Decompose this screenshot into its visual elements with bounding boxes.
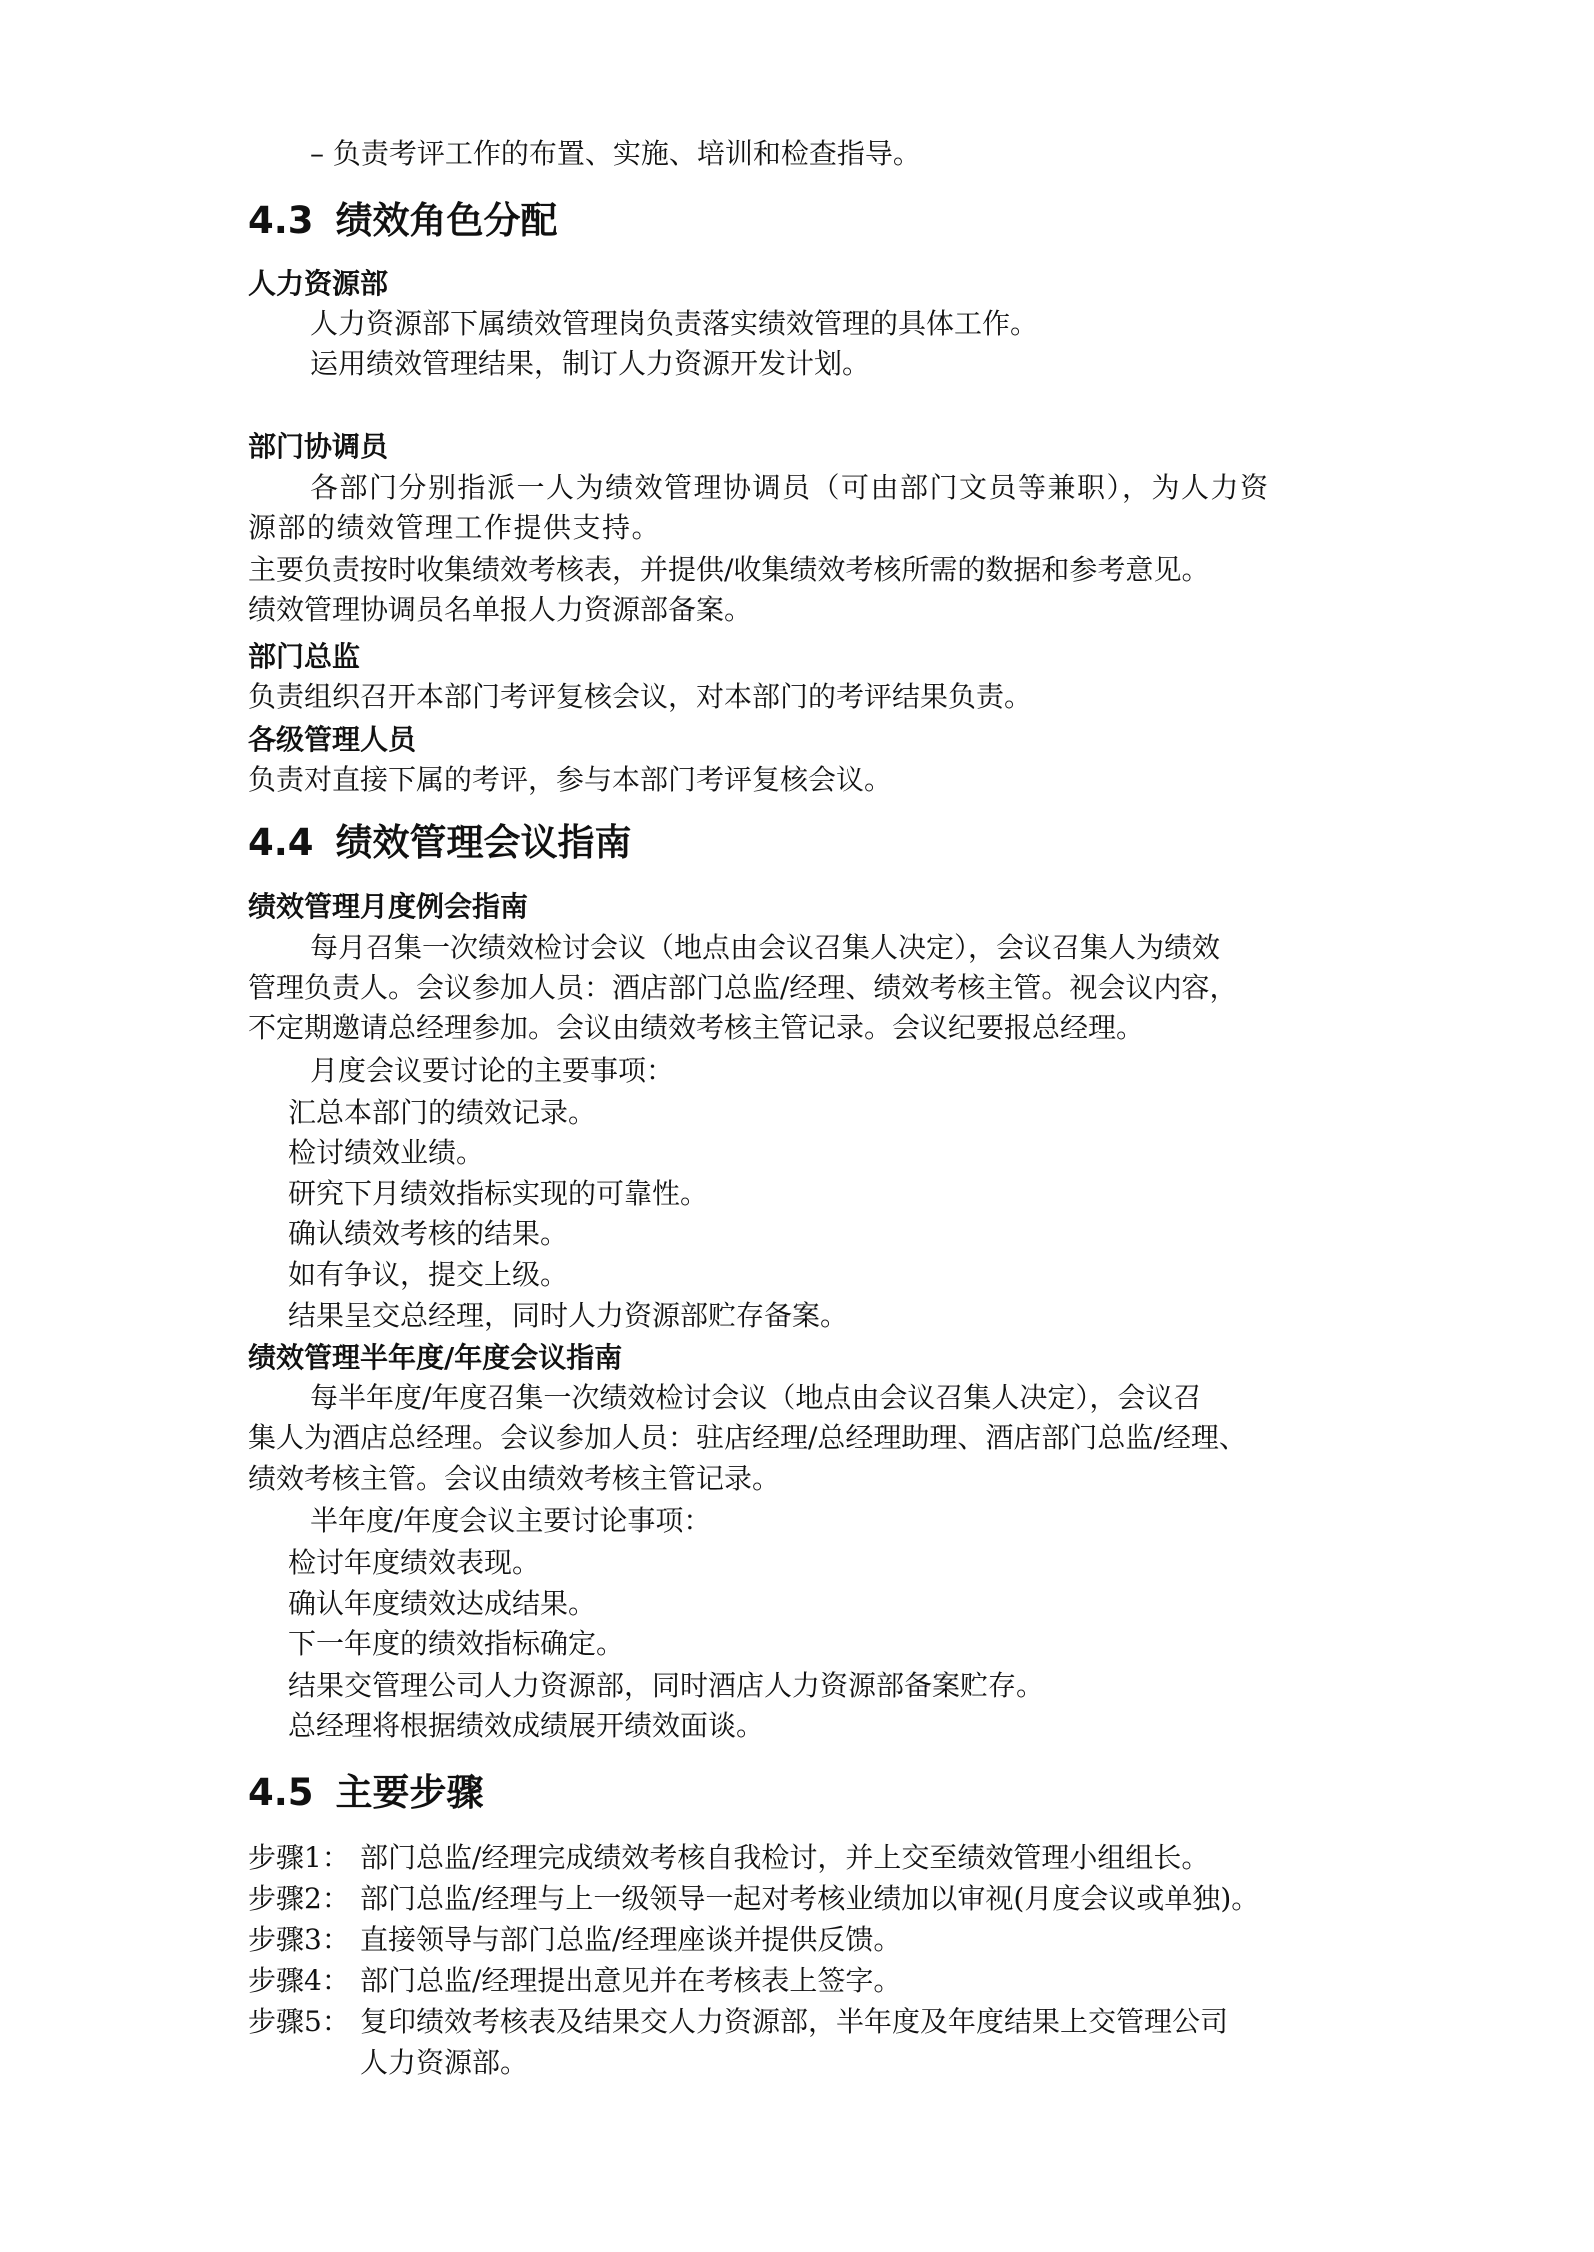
- step-text: 直接领导与部门总监/经理座谈并提供反馈。: [360, 1923, 902, 1956]
- step-item: [248, 1920, 901, 1960]
- section-4-3-heading: [248, 196, 558, 246]
- step-label: 步骤5：: [248, 2005, 350, 2038]
- list-item: 结果交管理公司人力资源部，同时酒店人力资源部备案贮存。: [288, 1669, 1045, 1702]
- annual-meeting-subheading: 绩效管理半年度/年度会议指南: [248, 1341, 623, 1374]
- step-text: 复印绩效考核表及结果交人力资源部，半年度及年度结果上交管理公司: [360, 2005, 1229, 2038]
- paragraph-line: 绩效考核主管。会议由绩效考核主管记录。: [248, 1462, 781, 1495]
- section-4-4-heading: [248, 818, 632, 868]
- list-item: 检讨绩效业绩。: [288, 1136, 485, 1169]
- list-item: 确认绩效考核的结果。: [288, 1217, 569, 1250]
- list-item: 总经理将根据绩效成绩展开绩效面谈。: [288, 1709, 765, 1742]
- list-item: 下一年度的绩效指标确定。: [288, 1627, 625, 1660]
- step-text: 部门总监/经理与上一级领导一起对考核业绩加以审视(月度会议或单独)。: [360, 1882, 1260, 1915]
- coordinator-subheading: 部门协调员: [248, 430, 389, 463]
- paragraph-line: 每月召集一次绩效检讨会议（地点由会议召集人决定），会议召集人为绩效: [310, 931, 1221, 964]
- paragraph-line: 人力资源部下属绩效管理岗负责落实绩效管理的具体工作。: [310, 307, 1039, 340]
- section-number: 4.3: [248, 199, 314, 242]
- list-item: 研究下月绩效指标实现的可靠性。: [288, 1177, 709, 1210]
- list-item: 检讨年度绩效表现。: [288, 1546, 541, 1579]
- paragraph-line: 半年度/年度会议主要讨论事项：: [310, 1504, 712, 1537]
- step-item: [248, 1838, 1209, 1878]
- paragraph-line: 管理负责人。会议参加人员：酒店部门总监/经理、绩效考核主管。视会议内容，: [248, 971, 1238, 1004]
- paragraph-line: 集人为酒店总经理。会议参加人员：驻店经理/总经理助理、酒店部门总监/经理、: [248, 1421, 1247, 1454]
- paragraph-line: 各部门分别指派一人为绩效管理协调员（可由部门文员等兼职），为人力资: [310, 471, 1270, 504]
- monthly-meeting-subheading: 绩效管理月度例会指南: [248, 890, 529, 923]
- paragraph-line: 绩效管理协调员名单报人力资源部备案。: [248, 593, 753, 626]
- list-item: 汇总本部门的绩效记录。: [288, 1096, 597, 1129]
- managers-subheading: 各级管理人员: [248, 723, 417, 756]
- step-text: 部门总监/经理完成绩效考核自我检讨，并上交至绩效管理小组组长。: [360, 1841, 1210, 1874]
- step-item: [248, 1879, 1259, 1919]
- list-item: 如有争议，提交上级。: [288, 1258, 569, 1291]
- step-text: 部门总监/经理提出意见并在考核表上签字。: [360, 1964, 902, 1997]
- step-item: [248, 1961, 901, 2001]
- step-item: [248, 2002, 1228, 2042]
- step-label: 步骤3：: [248, 1923, 350, 1956]
- paragraph-line: 负责组织召开本部门考评复核会议，对本部门的考评结果负责。: [248, 680, 1033, 713]
- step-continuation: 人力资源部。: [360, 2046, 529, 2079]
- section-number: 4.4: [248, 821, 314, 864]
- section-title: 绩效管理会议指南: [335, 821, 632, 864]
- section-title: 绩效角色分配: [335, 199, 558, 242]
- intro-bullet-line: – 负责考评工作的布置、实施、培训和检查指导。: [310, 137, 921, 170]
- paragraph-line: 运用绩效管理结果，制订人力资源开发计划。: [310, 347, 871, 380]
- step-label: 步骤1：: [248, 1841, 350, 1874]
- list-item: 确认年度绩效达成结果。: [288, 1587, 597, 1620]
- section-title: 主要步骤: [335, 1771, 484, 1814]
- section-4-5-heading: [248, 1768, 484, 1818]
- paragraph-line: 不定期邀请总经理参加。会议由绩效考核主管记录。会议纪要报总经理。: [248, 1011, 1145, 1044]
- hr-dept-subheading: 人力资源部: [248, 267, 389, 300]
- director-subheading: 部门总监: [248, 640, 361, 673]
- paragraph-line: 负责对直接下属的考评，参与本部门考评复核会议。: [248, 763, 893, 796]
- paragraph-line: 每半年度/年度召集一次绩效检讨会议（地点由会议召集人决定），会议召: [310, 1381, 1202, 1414]
- paragraph-line: 主要负责按时收集绩效考核表，并提供/收集绩效考核所需的数据和参考意见。: [248, 553, 1210, 586]
- paragraph-line: 月度会议要讨论的主要事项：: [310, 1054, 675, 1087]
- section-number: 4.5: [248, 1771, 314, 1814]
- paragraph-line: 源部的绩效管理工作提供支持。: [248, 511, 662, 544]
- step-label: 步骤4：: [248, 1964, 350, 1997]
- step-label: 步骤2：: [248, 1882, 350, 1915]
- list-item: 结果呈交总经理，同时人力资源部贮存备案。: [288, 1299, 849, 1332]
